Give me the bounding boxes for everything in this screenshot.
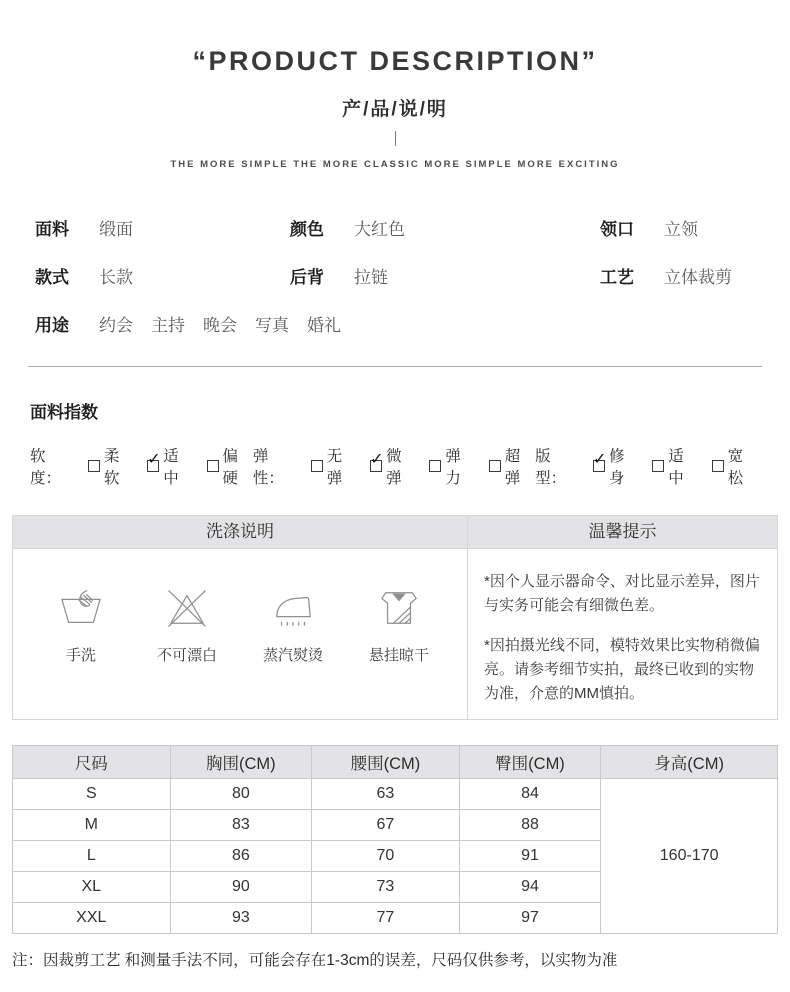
size-column-header: 腰围(CM) xyxy=(312,746,460,779)
size-table-body xyxy=(13,779,778,934)
size-column-header: 臀围(CM) xyxy=(459,746,601,779)
fabric-index-option-label: 弹力 xyxy=(445,448,461,487)
size-column-header: 尺码 xyxy=(13,746,171,779)
fabric-index-option xyxy=(652,444,698,488)
size-cell: 97 xyxy=(459,903,601,934)
attr-usage xyxy=(35,311,755,336)
fabric-index-option xyxy=(712,444,758,488)
checkbox-checked-icon xyxy=(370,451,384,472)
attributes-section xyxy=(35,215,755,336)
checkbox-checked-icon xyxy=(592,451,607,472)
tips-panel-title: 温馨提示 xyxy=(468,516,777,549)
attr-fabric xyxy=(35,215,290,240)
wash-item-no-bleach xyxy=(147,587,227,665)
attr-label: 工艺 xyxy=(600,268,634,287)
size-cell: 84 xyxy=(459,779,601,810)
attr-label: 颜色 xyxy=(290,220,324,239)
size-cell: 86 xyxy=(170,841,312,872)
fabric-index-group xyxy=(253,444,535,488)
size-note: 注：因裁剪工艺 和测量手法不同，可能会存在1-3cm的误差，尺码仅供参考，以实物为准 xyxy=(12,952,618,969)
washing-panel-title: 洗涤说明 xyxy=(13,516,467,549)
washing-items xyxy=(13,587,467,665)
fabric-index-group-label: 版型： xyxy=(535,448,567,487)
fabric-index-option xyxy=(311,444,357,488)
checkbox-unchecked-icon xyxy=(489,460,501,472)
fabric-index-option-label: 适中 xyxy=(163,448,179,487)
washing-panel xyxy=(13,516,468,719)
size-cell: 94 xyxy=(459,872,601,903)
info-panels xyxy=(12,515,778,720)
size-cell: 73 xyxy=(312,872,460,903)
size-column-header: 身高(CM) xyxy=(601,746,778,779)
size-cell: 77 xyxy=(312,903,460,934)
fabric-index-option-label: 柔软 xyxy=(103,448,120,487)
fabric-index-option xyxy=(489,444,535,488)
usage-values xyxy=(73,316,341,335)
size-cell: 80 xyxy=(170,779,312,810)
fabric-index-option-label: 无弹 xyxy=(326,448,343,487)
fabric-index-option-label: 适中 xyxy=(668,448,684,487)
attr-label: 面料 xyxy=(35,220,69,239)
size-cell: 93 xyxy=(170,903,312,934)
size-cell: 83 xyxy=(170,810,312,841)
size-cell: XL xyxy=(13,872,171,903)
steam-iron-icon xyxy=(253,587,333,629)
fabric-index-option xyxy=(207,444,253,488)
wash-item-label: 不可漂白 xyxy=(156,647,217,664)
wash-item-label: 悬挂晾干 xyxy=(368,647,429,664)
checkbox-checked-icon xyxy=(147,451,161,472)
fabric-index-groups xyxy=(30,444,760,488)
fabric-index-group-label: 弹性： xyxy=(252,448,284,487)
fabric-index-option-label: 超弹 xyxy=(504,448,521,487)
fabric-index-option xyxy=(593,444,639,488)
size-cell: 67 xyxy=(312,810,460,841)
vertical-divider xyxy=(395,131,396,146)
wash-item-hang-dry xyxy=(359,587,439,665)
tips-panel-body xyxy=(468,549,777,706)
size-column-header: 胸围(CM) xyxy=(170,746,312,779)
size-cell: S xyxy=(13,779,171,810)
size-chart-table xyxy=(12,745,778,934)
fabric-index-heading: 面料指数 xyxy=(30,403,98,422)
check-mark-icon: ✓ xyxy=(592,451,607,468)
size-cell: 63 xyxy=(312,779,460,810)
attr-value: 大红色 xyxy=(354,220,405,239)
fabric-index-group xyxy=(30,444,253,488)
attr-value: 长款 xyxy=(99,268,133,287)
section-divider xyxy=(28,366,762,367)
attr-craft xyxy=(600,263,755,288)
fabric-index-option xyxy=(429,444,475,488)
fabric-index-section xyxy=(30,398,760,488)
attr-label: 领口 xyxy=(600,220,634,239)
size-cell: 91 xyxy=(459,841,601,872)
size-cell: 90 xyxy=(170,872,312,903)
tips-paragraph: *因个人显示器命令、对比显示差异，图片与实务可能会有细微色差。 xyxy=(484,573,760,614)
fabric-index-option xyxy=(370,444,416,488)
size-cell: M xyxy=(13,810,171,841)
wash-item-label: 手洗 xyxy=(65,647,96,664)
attr-back xyxy=(290,263,600,288)
usage-value: 婚礼 xyxy=(307,316,341,335)
attr-neckline xyxy=(600,215,755,240)
attributes-grid xyxy=(35,215,755,288)
attr-value: 立体裁剪 xyxy=(664,268,732,287)
usage-value: 约会 xyxy=(99,316,133,335)
usage-value: 主持 xyxy=(151,316,185,335)
size-table-head xyxy=(13,746,778,779)
table-row xyxy=(13,779,778,810)
fabric-index-group xyxy=(535,444,758,488)
usage-value: 写真 xyxy=(255,316,289,335)
height-merged-cell: 160-170 xyxy=(601,779,778,934)
attr-color xyxy=(290,215,600,240)
size-cell: XXL xyxy=(13,903,171,934)
checkbox-unchecked-icon xyxy=(311,460,323,472)
washing-panel-body xyxy=(13,549,467,719)
attr-value: 拉链 xyxy=(354,268,388,287)
attr-label: 后背 xyxy=(290,268,324,287)
usage-value: 晚会 xyxy=(203,316,237,335)
tips-panel xyxy=(468,516,777,719)
page-subtitle: 产/品/说/明 xyxy=(342,99,448,120)
wash-item-hand-wash xyxy=(41,587,121,665)
hand-wash-icon xyxy=(41,587,121,629)
check-mark-icon: ✓ xyxy=(370,451,384,468)
fabric-index-option xyxy=(88,444,134,488)
page-header xyxy=(0,0,790,170)
no-bleach-icon xyxy=(147,587,227,629)
page-title: “PRODUCT DESCRIPTION” xyxy=(192,46,598,76)
checkbox-unchecked-icon xyxy=(712,460,724,472)
page-tagline: THE MORE SIMPLE THE MORE CLASSIC MORE SIMPLE MORE EXCITING xyxy=(170,159,620,170)
tips-paragraph: *因拍摄光线不同，模特效果比实物稍微偏亮。请参考细节实拍，最终已收到的实物为准，介意的MM慎拍。 xyxy=(484,637,760,702)
fabric-index-option xyxy=(147,444,193,488)
fabric-index-option-label: 偏硬 xyxy=(222,448,239,487)
fabric-index-option-label: 宽松 xyxy=(727,448,744,487)
checkbox-unchecked-icon xyxy=(429,460,441,472)
wash-item-steam-iron xyxy=(253,587,333,665)
attr-label: 款式 xyxy=(35,268,69,287)
attr-style xyxy=(35,263,290,288)
size-chart-section xyxy=(12,745,778,934)
size-cell: 88 xyxy=(459,810,601,841)
attr-value: 缎面 xyxy=(99,220,133,239)
size-cell: 70 xyxy=(312,841,460,872)
checkbox-unchecked-icon xyxy=(652,460,664,472)
attr-label: 用途 xyxy=(35,316,69,335)
attr-value: 立领 xyxy=(664,220,698,239)
hang-dry-icon xyxy=(359,587,439,629)
fabric-index-option-label: 修身 xyxy=(608,448,625,487)
checkbox-unchecked-icon xyxy=(207,460,219,472)
fabric-index-group-label: 软度： xyxy=(30,448,62,487)
checkbox-unchecked-icon xyxy=(88,460,100,472)
fabric-index-option-label: 微弹 xyxy=(386,448,402,487)
size-cell: L xyxy=(13,841,171,872)
wash-item-label: 蒸汽熨烫 xyxy=(262,647,323,664)
check-mark-icon: ✓ xyxy=(147,451,161,468)
